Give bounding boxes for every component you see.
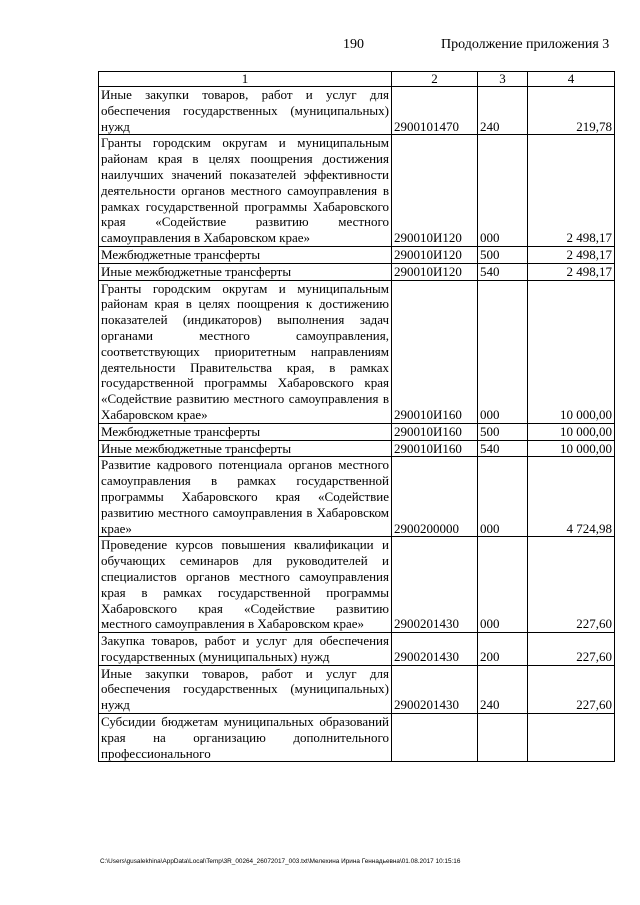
row-amount: 2 498,17	[528, 135, 615, 247]
row-amount: 227,60	[528, 665, 615, 713]
row-amount	[528, 714, 615, 762]
row-code: 2900200000	[392, 457, 478, 537]
table-row	[99, 135, 615, 247]
row-code: 290010И160	[392, 440, 478, 457]
table-row	[99, 665, 615, 713]
row-expense-type: 540	[478, 440, 528, 457]
row-amount: 219,78	[528, 87, 615, 135]
row-expense-type: 540	[478, 263, 528, 280]
row-expense-type: 000	[478, 457, 528, 537]
column-header: 3	[478, 72, 528, 87]
continuation-label: Продолжение приложения 3	[441, 37, 610, 52]
row-name: Развитие кадрового потенциала органов местного самоуправления в рамках государственной программы Хабаровского края «Содействие развитию местного самоуправления в Хабаровском крае»	[99, 457, 392, 537]
table-row	[99, 457, 615, 537]
table-row	[99, 246, 615, 263]
row-name: Проведение курсов повышения квалификации и обучающих семинаров для руководителей и специалистов органов местного самоуправления края в рамках государственной программы Хабаровского края «Содействие развитию местного самоуправления в Хабаровском крае»	[99, 537, 392, 633]
row-code: 290010И120	[392, 263, 478, 280]
column-header: 4	[528, 72, 615, 87]
row-code: 290010И120	[392, 135, 478, 247]
table-row	[99, 280, 615, 423]
row-name: Иные закупки товаров, работ и услуг для обеспечения государственных (муниципальных) нужд	[99, 665, 392, 713]
row-amount: 2 498,17	[528, 263, 615, 280]
row-name: Межбюджетные трансферты	[99, 423, 392, 440]
row-name: Гранты городским округам и муниципальным районам края в целях поощрения достижения наилучших значений показателей эффективности деятельности органов местного самоуправления в рамках государственной программы Хабаровского края «Содействие развитию местного самоуправления в Хабаровском крае»	[99, 135, 392, 247]
row-expense-type: 500	[478, 423, 528, 440]
row-name: Межбюджетные трансферты	[99, 246, 392, 263]
row-expense-type: 240	[478, 665, 528, 713]
row-amount: 2 498,17	[528, 246, 615, 263]
row-amount: 4 724,98	[528, 457, 615, 537]
row-code: 2900201430	[392, 665, 478, 713]
table-row	[99, 633, 615, 666]
table-row	[99, 714, 615, 762]
row-amount: 10 000,00	[528, 440, 615, 457]
row-expense-type: 500	[478, 246, 528, 263]
table-row	[99, 423, 615, 440]
row-amount: 227,60	[528, 537, 615, 633]
row-code: 290010И120	[392, 246, 478, 263]
column-header: 1	[99, 72, 392, 87]
row-name: Иные межбюджетные трансферты	[99, 263, 392, 280]
row-code: 290010И160	[392, 280, 478, 423]
row-expense-type: 240	[478, 87, 528, 135]
row-name: Иные закупки товаров, работ и услуг для обеспечения государственных (муниципальных) нужд	[99, 87, 392, 135]
row-amount: 10 000,00	[528, 423, 615, 440]
column-header: 2	[392, 72, 478, 87]
page-number: 190	[343, 37, 364, 52]
row-expense-type: 000	[478, 537, 528, 633]
row-expense-type: 000	[478, 135, 528, 247]
row-name: Субсидии бюджетам муниципальных образований края на организацию дополнительного профессионального	[99, 714, 392, 762]
row-code: 290010И160	[392, 423, 478, 440]
row-name: Иные межбюджетные трансферты	[99, 440, 392, 457]
row-expense-type: 200	[478, 633, 528, 666]
row-expense-type	[478, 714, 528, 762]
table-row	[99, 440, 615, 457]
table-row	[99, 87, 615, 135]
row-code: 2900201430	[392, 537, 478, 633]
budget-table	[98, 71, 615, 762]
table-header-row	[99, 72, 615, 87]
row-code	[392, 714, 478, 762]
table-row	[99, 537, 615, 633]
row-amount: 10 000,00	[528, 280, 615, 423]
row-name: Гранты городским округам и муниципальным районам края в целях поощрения к достижению показателей (индикаторов) выполнения задач органами местного самоуправления, соответствующих приоритетным направлениям деятельности Правительства края, в рамках государственной программы Хабаровского края «Содействие развитию местного самоуправления в Хабаровском крае»	[99, 280, 392, 423]
row-code: 2900101470	[392, 87, 478, 135]
row-expense-type: 000	[478, 280, 528, 423]
row-name: Закупка товаров, работ и услуг для обеспечения государственных (муниципальных) нужд	[99, 633, 392, 666]
footer-file-path: C:\Users\gusalekhina\AppData\Local\Temp\3R_00264_26072017_003.txt\Мелехина Ирина Геннадьевна\01.08.2017 10:15:16	[100, 858, 461, 865]
row-amount: 227,60	[528, 633, 615, 666]
row-code: 2900201430	[392, 633, 478, 666]
table-row	[99, 263, 615, 280]
